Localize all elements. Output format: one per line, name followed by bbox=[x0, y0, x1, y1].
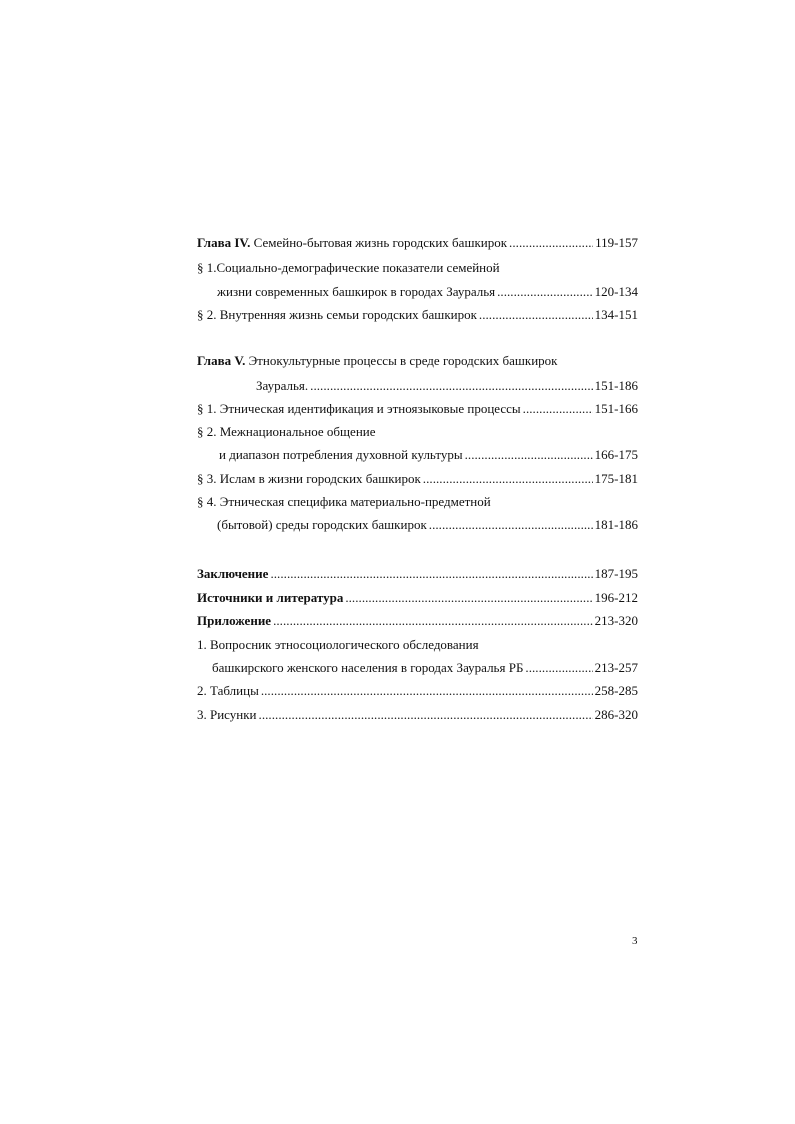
conclusion-label: Заключение bbox=[197, 566, 269, 581]
toc-appendix-item-3 bbox=[197, 707, 638, 723]
toc-ch5-section-1 bbox=[197, 401, 638, 417]
leader-dots bbox=[429, 517, 593, 533]
ch5-section-4-line-1: § 4. Этническая специфика материально-предметной bbox=[197, 494, 491, 509]
ch5-section-3-title: § 3. Ислам в жизни городских башкирок bbox=[197, 471, 421, 486]
toc-ch4-section-2 bbox=[197, 307, 638, 323]
leader-dots bbox=[270, 566, 592, 582]
leader-dots bbox=[310, 378, 593, 394]
appendix-label: Приложение bbox=[197, 613, 272, 628]
chapter-4-label: Глава IV. bbox=[197, 235, 251, 250]
page-number: 3 bbox=[632, 935, 638, 947]
leader-dots bbox=[259, 707, 593, 723]
toc-sources bbox=[197, 590, 638, 606]
chapter-4-title: Семейно-бытовая жизнь городских башкирок bbox=[253, 235, 508, 250]
leader-dots bbox=[345, 590, 592, 606]
ch4-section-1-pages: 120-134 bbox=[594, 284, 638, 299]
appendix-item-1-pages: 213-257 bbox=[594, 660, 638, 675]
appendix-item-2-title: 2. Таблицы bbox=[197, 683, 259, 698]
ch5-section-2-line-2: и диапазон потребления духовной культуры bbox=[219, 447, 463, 462]
toc-appendix-item-2 bbox=[197, 683, 638, 699]
appendix-pages: 213-320 bbox=[594, 613, 638, 628]
appendix-item-3-pages: 286-320 bbox=[594, 707, 638, 722]
ch5-section-1-title: § 1. Этническая идентификация и этноязыковые процессы bbox=[197, 401, 521, 416]
toc-appendix-item-1 bbox=[212, 660, 638, 676]
chapter-5-pages: 151-186 bbox=[594, 378, 638, 393]
leader-dots bbox=[497, 284, 593, 300]
ch4-section-1-line-1: § 1.Социально-демографические показатели семейной bbox=[197, 260, 500, 275]
sources-pages: 196-212 bbox=[594, 590, 638, 605]
leader-dots bbox=[465, 447, 593, 463]
appendix-item-1-line-1: 1. Вопросник этносоциологического обследования bbox=[197, 637, 479, 652]
conclusion-pages: 187-195 bbox=[594, 566, 638, 581]
appendix-item-2-pages: 258-285 bbox=[594, 683, 638, 698]
chapter-5-label: Глава V. bbox=[197, 353, 246, 368]
leader-dots bbox=[261, 683, 593, 699]
ch5-section-2-pages: 166-175 bbox=[594, 447, 638, 462]
chapter-4-pages: 119-157 bbox=[595, 235, 638, 250]
toc-ch4-section-1 bbox=[217, 284, 638, 300]
ch4-section-2-pages: 134-151 bbox=[594, 307, 638, 322]
toc-chapter-5-heading bbox=[197, 353, 557, 369]
toc-chapter-4 bbox=[197, 235, 638, 251]
chapter-5-title-line-1: Этнокультурные процессы в среде городских башкирок bbox=[248, 353, 558, 368]
toc-chapter-5 bbox=[256, 378, 638, 394]
ch4-section-1-line-2: жизни современных башкирок в городах Зауралья bbox=[217, 284, 496, 299]
ch5-section-4-line-2: (бытовой) среды городских башкирок bbox=[217, 517, 427, 532]
toc-conclusion bbox=[197, 566, 638, 582]
ch5-section-1-pages: 151-166 bbox=[594, 401, 638, 416]
leader-dots bbox=[423, 471, 593, 487]
leader-dots bbox=[523, 401, 593, 417]
leader-dots bbox=[509, 235, 593, 251]
leader-dots bbox=[479, 307, 593, 323]
ch5-section-4-pages: 181-186 bbox=[594, 517, 638, 532]
leader-dots bbox=[525, 660, 592, 676]
toc-ch5-section-3 bbox=[197, 471, 638, 487]
toc-ch5-section-2 bbox=[219, 447, 638, 463]
ch5-section-3-pages: 175-181 bbox=[594, 471, 638, 486]
appendix-item-3-title: 3. Рисунки bbox=[197, 707, 257, 722]
sources-label: Источники и литература bbox=[197, 590, 344, 605]
toc-appendix bbox=[197, 613, 638, 629]
chapter-5-title-line-2: Зауралья. bbox=[256, 378, 309, 393]
ch5-section-2-line-1: § 2. Межнациональное общение bbox=[197, 424, 376, 439]
toc-ch5-section-4 bbox=[217, 517, 638, 533]
leader-dots bbox=[273, 613, 593, 629]
ch4-section-2-title: § 2. Внутренняя жизнь семьи городских башкирок bbox=[197, 307, 477, 322]
appendix-item-1-line-2: башкирского женского населения в городах Зауралья РБ bbox=[212, 660, 524, 675]
